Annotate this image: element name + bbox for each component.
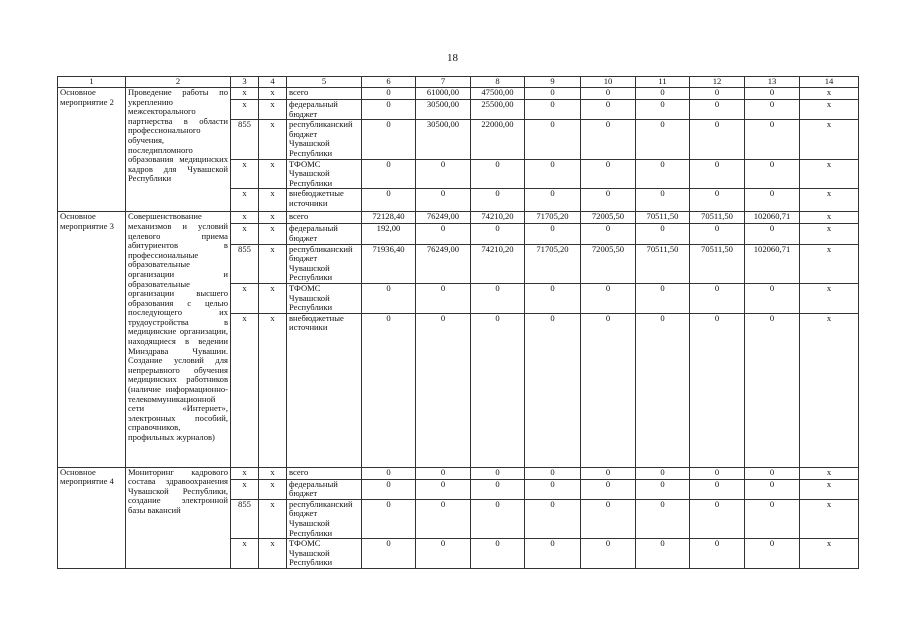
code-cell: x — [800, 467, 859, 479]
activity-label: Основное мероприятие 4 — [58, 467, 126, 568]
value-cell: 0 — [581, 189, 636, 212]
code-cell: x — [800, 88, 859, 100]
value-cell: 0 — [362, 479, 416, 499]
value-cell: 102060,71 — [745, 244, 800, 283]
code-cell: x — [259, 499, 287, 538]
funding-source: федеральный бюджет — [287, 224, 362, 244]
col-header: 12 — [690, 77, 745, 88]
code-cell: x — [259, 467, 287, 479]
value-cell: 0 — [471, 313, 525, 467]
value-cell: 102060,71 — [745, 212, 800, 224]
value-cell: 0 — [471, 539, 525, 569]
value-cell: 0 — [581, 224, 636, 244]
value-cell: 0 — [362, 539, 416, 569]
value-cell: 0 — [416, 224, 471, 244]
table-row — [58, 88, 859, 100]
value-cell: 0 — [690, 120, 745, 159]
value-cell: 70511,50 — [636, 212, 690, 224]
value-cell: 0 — [525, 100, 581, 120]
code-cell: x — [800, 244, 859, 283]
value-cell: 0 — [525, 189, 581, 212]
value-cell: 0 — [525, 467, 581, 479]
value-cell: 0 — [525, 313, 581, 467]
funding-source: всего — [287, 467, 362, 479]
value-cell: 0 — [636, 479, 690, 499]
code-cell: x — [259, 189, 287, 212]
code-cell: 855 — [231, 499, 259, 538]
code-cell: x — [231, 539, 259, 569]
value-cell: 0 — [525, 499, 581, 538]
col-header: 13 — [745, 77, 800, 88]
value-cell: 76249,00 — [416, 244, 471, 283]
value-cell: 0 — [690, 539, 745, 569]
funding-source: ТФОМС Чувашской Республики — [287, 283, 362, 313]
value-cell: 0 — [745, 224, 800, 244]
table-row — [58, 212, 859, 224]
code-cell: x — [231, 159, 259, 189]
value-cell: 0 — [636, 159, 690, 189]
value-cell: 0 — [745, 159, 800, 189]
value-cell: 0 — [690, 467, 745, 479]
value-cell: 0 — [581, 159, 636, 189]
value-cell: 0 — [745, 479, 800, 499]
activity-description: Проведение работы по укреплению межсекторального партнерства в области профессионального обучения, последипломного образования медицинских кадров для Чувашской Республики — [126, 88, 231, 212]
col-header: 1 — [58, 77, 126, 88]
code-cell: x — [800, 120, 859, 159]
activity-label: Основное мероприятие 2 — [58, 88, 126, 212]
value-cell: 0 — [581, 313, 636, 467]
funding-source: федеральный бюджет — [287, 479, 362, 499]
code-cell: x — [800, 100, 859, 120]
value-cell: 0 — [745, 539, 800, 569]
code-cell: x — [800, 479, 859, 499]
funding-source: внебюджетные источники — [287, 313, 362, 467]
value-cell: 74210,20 — [471, 212, 525, 224]
funding-source: всего — [287, 212, 362, 224]
value-cell: 0 — [362, 88, 416, 100]
value-cell: 74210,20 — [471, 244, 525, 283]
code-cell: x — [259, 159, 287, 189]
code-cell: x — [259, 120, 287, 159]
value-cell: 0 — [416, 189, 471, 212]
table-row — [58, 467, 859, 479]
value-cell: 0 — [525, 224, 581, 244]
value-cell: 0 — [636, 283, 690, 313]
column-number-row — [58, 77, 859, 88]
funding-source: внебюджетные источники — [287, 189, 362, 212]
funding-source: республиканский бюджет Чувашской Республики — [287, 499, 362, 538]
code-cell: x — [231, 100, 259, 120]
value-cell: 0 — [416, 499, 471, 538]
value-cell: 0 — [416, 283, 471, 313]
value-cell: 0 — [745, 189, 800, 212]
value-cell: 30500,00 — [416, 100, 471, 120]
activity-description: Совершенствование механизмов и условий целевого приема абитуриентов в профессиональные образовательные организации и образовательные организации высшего образования с целью последующего их трудоустройства в медицинские организации, находящиеся в ведении Минздрава Чувашии. Создание условий для непрерывного обучения медицинских работников (наличие информационно-телекоммуникационной сети «Интернет», электронных пособий, справочников, профильных журналов) — [126, 212, 231, 467]
value-cell: 0 — [745, 88, 800, 100]
value-cell: 0 — [581, 120, 636, 159]
value-cell: 0 — [636, 88, 690, 100]
activity-label: Основное мероприятие 3 — [58, 212, 126, 467]
value-cell: 0 — [745, 467, 800, 479]
value-cell: 0 — [581, 539, 636, 569]
value-cell: 0 — [416, 159, 471, 189]
value-cell: 0 — [690, 499, 745, 538]
code-cell: x — [259, 88, 287, 100]
value-cell: 0 — [581, 467, 636, 479]
page-number: 18 — [447, 52, 458, 64]
code-cell: x — [259, 224, 287, 244]
value-cell: 0 — [362, 159, 416, 189]
code-cell: 855 — [231, 120, 259, 159]
col-header: 7 — [416, 77, 471, 88]
value-cell: 0 — [745, 499, 800, 538]
col-header: 9 — [525, 77, 581, 88]
value-cell: 72128,40 — [362, 212, 416, 224]
value-cell: 0 — [471, 467, 525, 479]
value-cell: 0 — [745, 100, 800, 120]
col-header: 4 — [259, 77, 287, 88]
col-header: 2 — [126, 77, 231, 88]
code-cell: x — [259, 539, 287, 569]
value-cell: 192,00 — [362, 224, 416, 244]
value-cell: 0 — [416, 479, 471, 499]
value-cell: 0 — [581, 499, 636, 538]
value-cell: 0 — [471, 159, 525, 189]
code-cell: x — [800, 224, 859, 244]
value-cell: 0 — [581, 479, 636, 499]
value-cell: 0 — [525, 283, 581, 313]
value-cell: 0 — [471, 479, 525, 499]
value-cell: 70511,50 — [636, 244, 690, 283]
value-cell: 0 — [636, 224, 690, 244]
value-cell: 72005,50 — [581, 212, 636, 224]
value-cell: 0 — [690, 88, 745, 100]
value-cell: 0 — [636, 313, 690, 467]
code-cell: x — [231, 467, 259, 479]
value-cell: 0 — [525, 159, 581, 189]
value-cell: 47500,00 — [471, 88, 525, 100]
value-cell: 0 — [581, 100, 636, 120]
value-cell: 25500,00 — [471, 100, 525, 120]
value-cell: 0 — [362, 100, 416, 120]
value-cell: 0 — [636, 539, 690, 569]
col-header: 5 — [287, 77, 362, 88]
value-cell: 0 — [690, 159, 745, 189]
code-cell: 855 — [231, 244, 259, 283]
funding-source: ТФОМС Чувашской Республики — [287, 159, 362, 189]
col-header: 10 — [581, 77, 636, 88]
col-header: 14 — [800, 77, 859, 88]
code-cell: x — [800, 212, 859, 224]
code-cell: x — [259, 244, 287, 283]
value-cell: 0 — [416, 313, 471, 467]
code-cell: x — [259, 212, 287, 224]
value-cell: 0 — [471, 224, 525, 244]
value-cell: 72005,50 — [581, 244, 636, 283]
value-cell: 71936,40 — [362, 244, 416, 283]
value-cell: 0 — [362, 283, 416, 313]
funding-source: республиканский бюджет Чувашской Республики — [287, 244, 362, 283]
value-cell: 0 — [745, 120, 800, 159]
activity-description: Мониторинг кадрового состава здравоохранения Чувашской Республики, создание электронной базы вакансий — [126, 467, 231, 568]
value-cell: 0 — [690, 224, 745, 244]
value-cell: 0 — [636, 120, 690, 159]
code-cell: x — [800, 539, 859, 569]
value-cell: 0 — [690, 313, 745, 467]
code-cell: x — [800, 159, 859, 189]
value-cell: 0 — [362, 120, 416, 159]
value-cell: 76249,00 — [416, 212, 471, 224]
value-cell: 0 — [471, 189, 525, 212]
code-cell: x — [800, 313, 859, 467]
value-cell: 0 — [525, 479, 581, 499]
value-cell: 0 — [636, 189, 690, 212]
value-cell: 0 — [690, 189, 745, 212]
value-cell: 0 — [690, 283, 745, 313]
value-cell: 0 — [362, 467, 416, 479]
value-cell: 0 — [636, 499, 690, 538]
value-cell: 0 — [416, 539, 471, 569]
value-cell: 0 — [745, 313, 800, 467]
code-cell: x — [259, 479, 287, 499]
value-cell: 0 — [362, 499, 416, 538]
value-cell: 0 — [362, 189, 416, 212]
value-cell: 22000,00 — [471, 120, 525, 159]
code-cell: x — [800, 283, 859, 313]
value-cell: 0 — [636, 467, 690, 479]
code-cell: x — [231, 479, 259, 499]
col-header: 6 — [362, 77, 416, 88]
code-cell: x — [259, 313, 287, 467]
value-cell: 0 — [636, 100, 690, 120]
code-cell: x — [231, 313, 259, 467]
value-cell: 0 — [525, 120, 581, 159]
value-cell: 0 — [362, 313, 416, 467]
code-cell: x — [259, 100, 287, 120]
value-cell: 70511,50 — [690, 212, 745, 224]
value-cell: 0 — [471, 499, 525, 538]
value-cell: 0 — [581, 283, 636, 313]
code-cell: x — [800, 499, 859, 538]
value-cell: 0 — [525, 539, 581, 569]
code-cell: x — [231, 88, 259, 100]
value-cell: 0 — [471, 283, 525, 313]
code-cell: x — [800, 189, 859, 212]
value-cell: 0 — [525, 88, 581, 100]
funding-source: республиканский бюджет Чувашской Республики — [287, 120, 362, 159]
value-cell: 61000,00 — [416, 88, 471, 100]
col-header: 11 — [636, 77, 690, 88]
value-cell: 71705,20 — [525, 244, 581, 283]
funding-source: ТФОМС Чувашской Республики — [287, 539, 362, 569]
value-cell: 30500,00 — [416, 120, 471, 159]
col-header: 8 — [471, 77, 525, 88]
value-cell: 0 — [581, 88, 636, 100]
value-cell: 0 — [416, 467, 471, 479]
code-cell: x — [231, 224, 259, 244]
col-header: 3 — [231, 77, 259, 88]
code-cell: x — [231, 212, 259, 224]
funding-table — [57, 76, 859, 569]
value-cell: 0 — [690, 479, 745, 499]
code-cell: x — [231, 283, 259, 313]
code-cell: x — [259, 283, 287, 313]
funding-source: всего — [287, 88, 362, 100]
value-cell: 0 — [745, 283, 800, 313]
value-cell: 0 — [690, 100, 745, 120]
value-cell: 70511,50 — [690, 244, 745, 283]
funding-source: федеральный бюджет — [287, 100, 362, 120]
code-cell: x — [231, 189, 259, 212]
value-cell: 71705,20 — [525, 212, 581, 224]
